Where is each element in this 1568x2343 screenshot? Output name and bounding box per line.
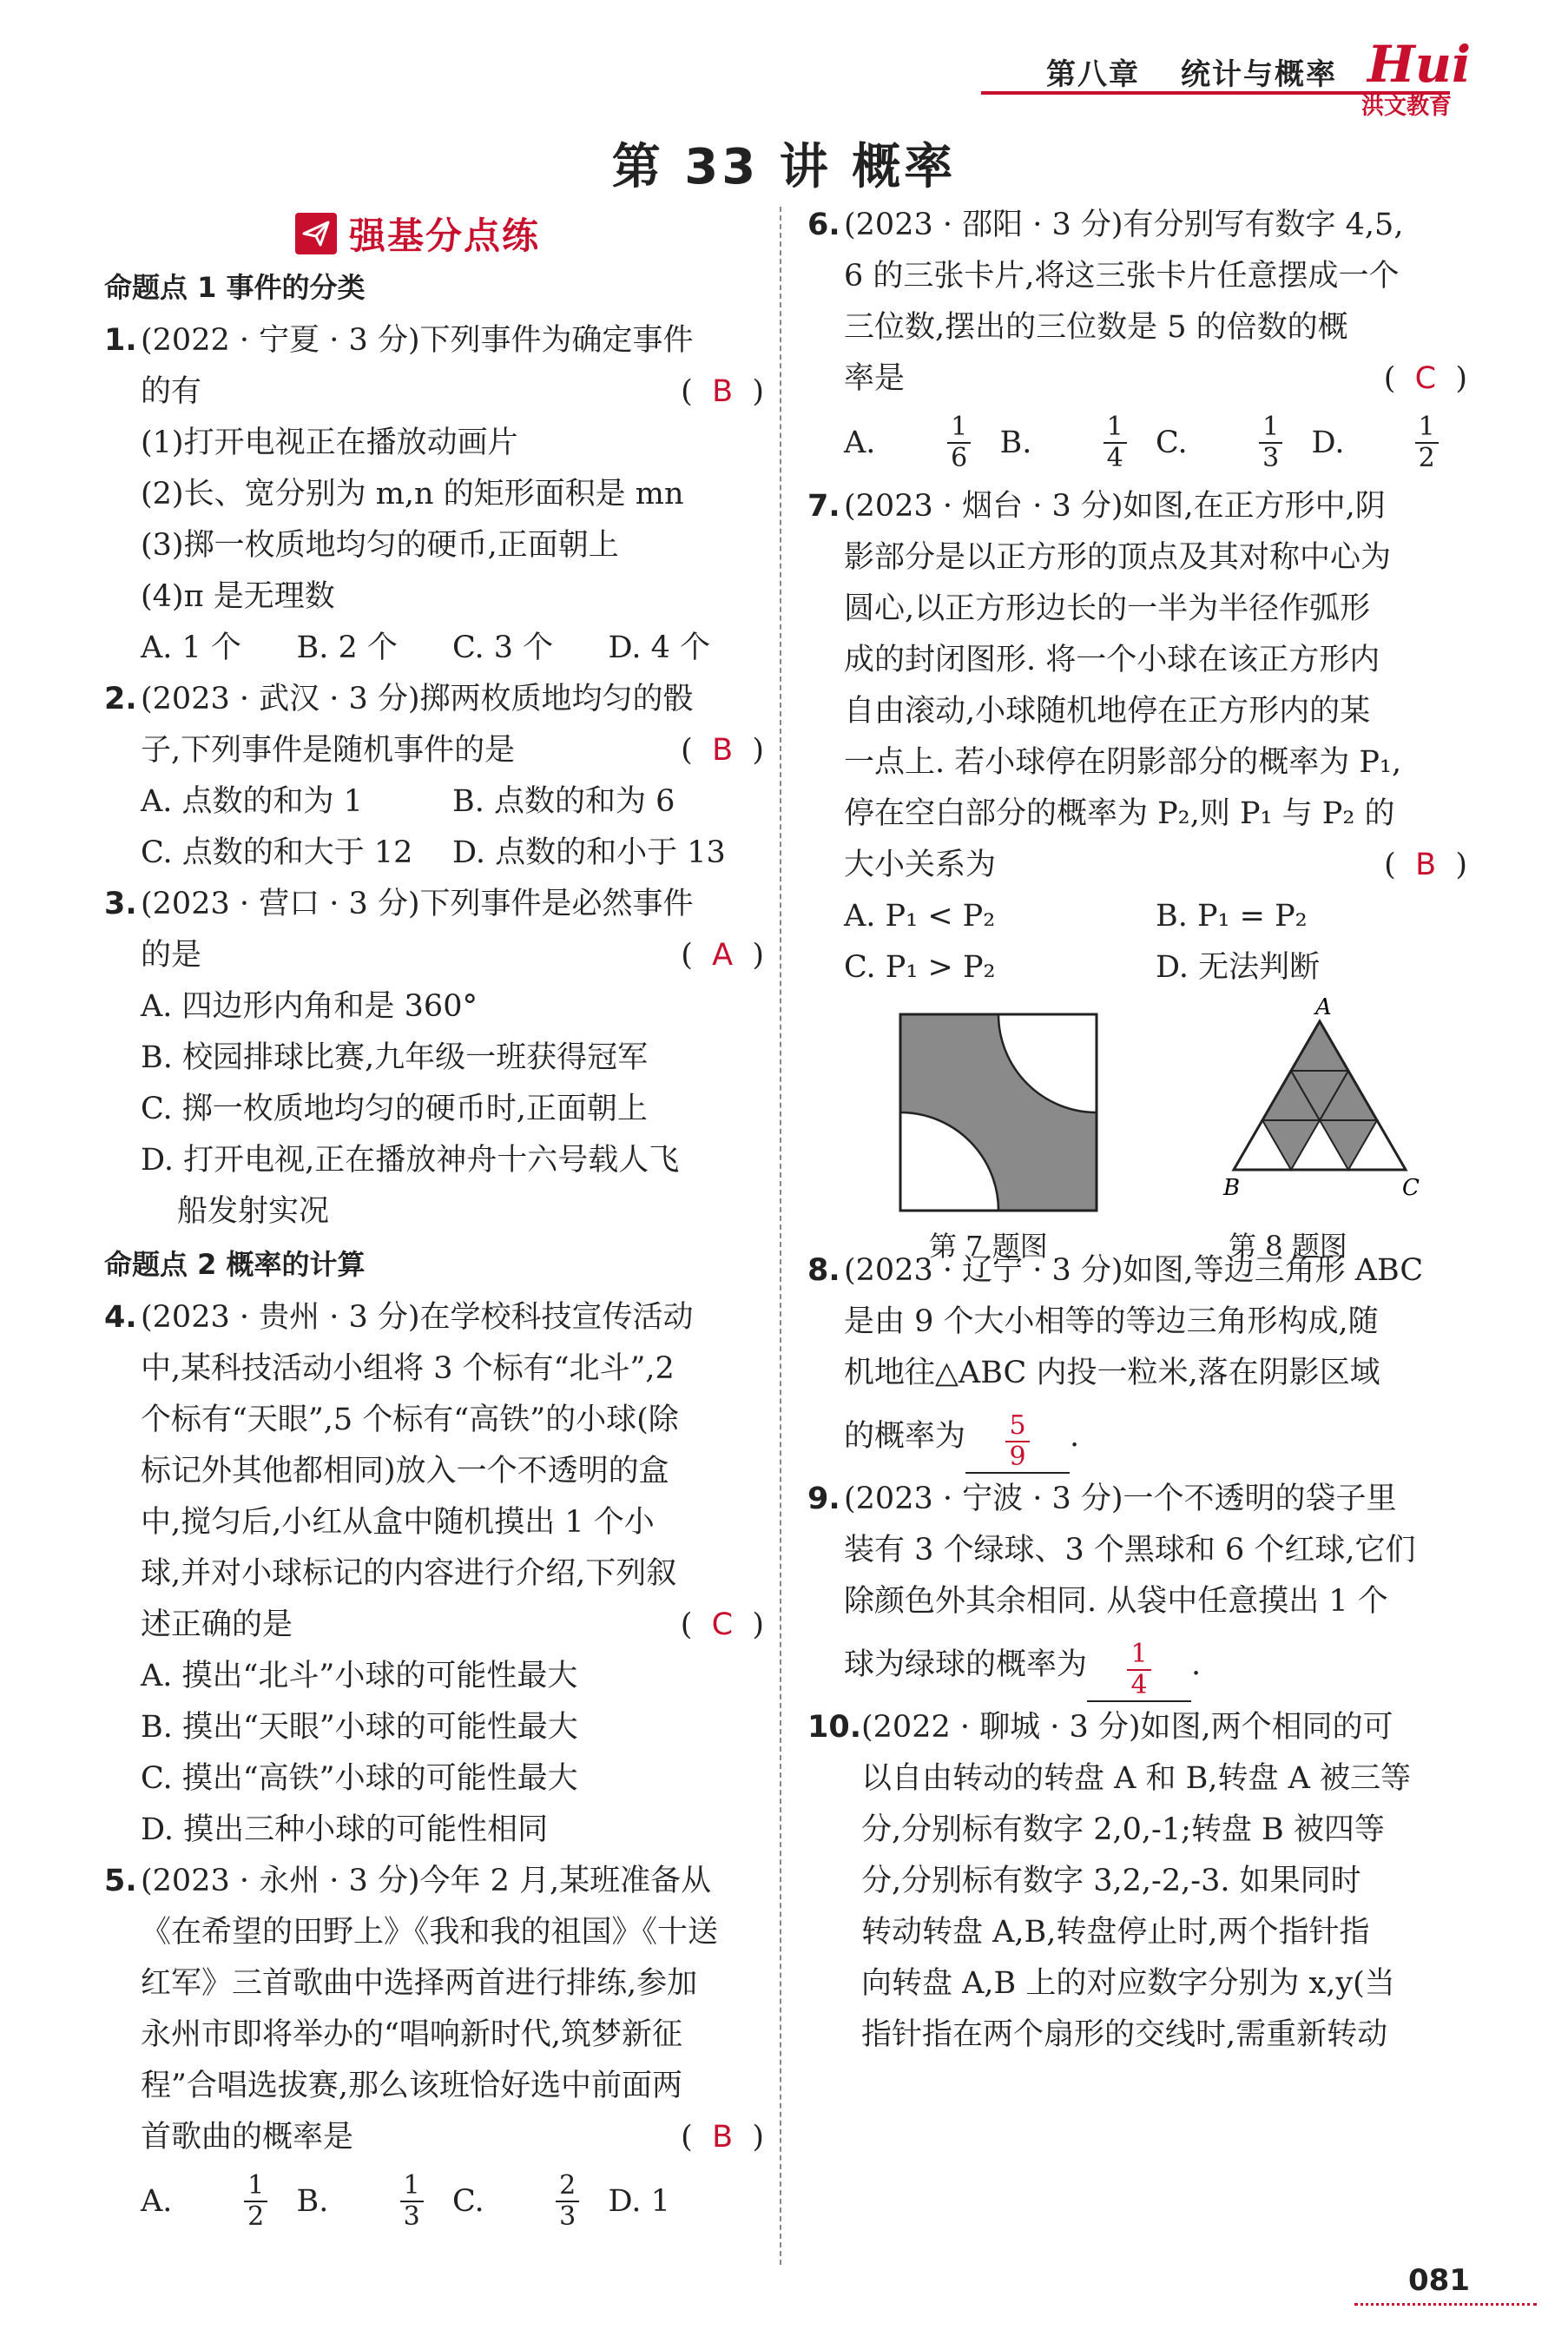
option-d: D. 点数的和小于 13: [452, 835, 726, 870]
question-10: [807, 1702, 1467, 2061]
option-b: B. 点数的和为 6: [452, 784, 675, 819]
question-text: 是由 9 个大小相等的等边三角形构成,随: [844, 1304, 1379, 1339]
question-text: (2023 · 邵阳 · 3 分)有分别写有数字 4,5,: [844, 208, 1404, 242]
question-text: (2022 · 聊城 · 3 分)如图,两个相同的可: [861, 1710, 1393, 1745]
statement-item: (4)π 是无理数: [141, 579, 335, 614]
question-text: 标记外其他都相同)放入一个不透明的盒: [141, 1454, 669, 1488]
vertex-label-c: C: [1402, 1175, 1420, 1201]
question-number: 5.: [104, 1864, 137, 1898]
column-divider: [780, 207, 783, 2265]
options-row: [844, 942, 1467, 993]
question-text: 停在空白部分的概率为 P₂,则 P₁ 与 P₂ 的: [844, 796, 1395, 831]
question-text: 《在希望的田野上》《我和我的祖国》《十送: [141, 1915, 719, 1950]
option-c: C. 掷一枚质地均匀的硬币时,正面朝上: [141, 1092, 648, 1126]
options-row: [141, 2163, 764, 2240]
answer-value: B: [712, 2120, 734, 2155]
option-b: B. $\frac{1}{3}$: [297, 2171, 453, 2232]
question-text: 中,某科技活动小组将 3 个标有“北斗”,2: [141, 1351, 675, 1386]
question-number: 3.: [104, 887, 137, 921]
answer-value: B: [1415, 848, 1437, 882]
question-9: [807, 1474, 1467, 1702]
question-text: 转动转盘 A,B,转盘停止时,两个指针指: [861, 1915, 1370, 1950]
answer-bracket: ( C ): [680, 1607, 764, 1642]
question-6: [807, 200, 1467, 481]
question-text: 除颜色外其余相同. 从袋中任意摸出 1 个: [844, 1584, 1388, 1619]
question-text-line: 大小关系为 ( B ): [844, 840, 1467, 891]
options-row: [141, 776, 764, 828]
answer-value: B: [712, 733, 734, 768]
question-text: 三位数,摆出的三位数是 5 的倍数的概: [844, 310, 1348, 345]
question-number: 9.: [807, 1482, 840, 1516]
vertex-label-b: B: [1223, 1175, 1241, 1201]
question-text: (2023 · 烟台 · 3 分)如图,在正方形中,阴: [844, 489, 1386, 524]
option-c: C. $\frac{1}{3}$: [1156, 412, 1312, 473]
option-d: D. 4 个: [608, 630, 710, 665]
question-4: [104, 1292, 764, 1856]
question-number: 7.: [807, 489, 840, 524]
option-d: D. 无法判断: [1156, 950, 1321, 985]
question-text: 装有 3 个绿球、3 个黑球和 6 个红球,它们: [844, 1533, 1416, 1568]
option-b: B. 2 个: [296, 630, 398, 665]
option-d-continued: 船发射实况: [177, 1194, 330, 1229]
figures-row: [807, 993, 1467, 1263]
question-text: (2023 · 武汉 · 3 分)掷两枚质地均匀的骰: [141, 682, 694, 716]
option-c: C. 点数的和大于 12: [141, 835, 413, 870]
vertex-label-a: A: [1315, 994, 1332, 1020]
question-2: [104, 674, 764, 879]
question-8: [807, 1245, 1467, 1474]
options-row: [141, 623, 764, 674]
answer-bracket: ( B ): [681, 2120, 764, 2155]
answer-blank: [1087, 1627, 1191, 1702]
page-title: 第 33 讲 概率: [611, 139, 957, 195]
question-text: 自由滚动,小球随机地停在正方形内的某: [844, 694, 1371, 729]
question-text: 一点上. 若小球停在阴影部分的概率为 P₁,: [844, 745, 1402, 780]
paper-plane-icon: [295, 213, 337, 254]
publisher-name: 洪文教育: [1361, 94, 1453, 120]
answer-numerator: 1: [1127, 1640, 1150, 1671]
question-number: 1.: [104, 323, 137, 358]
question-text-line: 的概率为 $\frac{5}{9}$ .: [844, 1399, 1467, 1474]
question-text: 分,分别标有数字 2,0,-1;转盘 B 被四等: [861, 1812, 1385, 1847]
answer-bracket: ( B ): [1384, 848, 1467, 882]
answer-bracket: ( A ): [681, 938, 764, 973]
question-1: [104, 315, 764, 674]
question-text: 程”合唱选拔赛,那么该班恰好选中前面两: [141, 2069, 683, 2103]
question-text: 球,并对小球标记的内容进行介绍,下列叙: [141, 1556, 677, 1591]
statement-item: (3)掷一枚质地均匀的硬币,正面朝上: [141, 528, 619, 563]
question-text: (2023 · 永州 · 3 分)今年 2 月,某班准备从: [141, 1864, 712, 1898]
option-a: A. 摸出“北斗”小球的可能性最大: [141, 1659, 578, 1693]
answer-bracket: ( C ): [1383, 361, 1467, 396]
topic-heading-1: 命题点 1 事件的分类: [104, 271, 366, 304]
publisher-logo: Hui: [1367, 35, 1472, 94]
page-number-underline: [1354, 2303, 1537, 2306]
statement-item: (1)打开电视正在播放动画片: [141, 426, 518, 460]
question-text-line: 述正确的是 ( C ): [141, 1600, 764, 1651]
question-text: 永州市即将举办的“唱响新时代,筑梦新征: [141, 2017, 683, 2052]
option-a: A. 点数的和为 1: [141, 784, 363, 819]
question-text-line: 的有 ( B ): [141, 366, 764, 418]
question-text: 分,分别标有数字 3,2,-2,-3. 如果同时: [861, 1864, 1361, 1898]
question-text: (2023 · 贵州 · 3 分)在学校科技宣传活动: [141, 1300, 694, 1335]
question-number: 10.: [807, 1710, 862, 1745]
answer-denominator: 9: [1009, 1442, 1026, 1472]
option-d: D. $\frac{1}{2}$: [1312, 412, 1468, 473]
question-text: 成的封闭图形. 将一个小球在该正方形内: [844, 643, 1380, 677]
answer-blank: [965, 1399, 1070, 1474]
question-text-line: 球为绿球的概率为 $\frac{1}{4}$ .: [844, 1627, 1467, 1702]
question-text-line: 的是 ( A ): [141, 930, 764, 981]
options-row: [844, 891, 1467, 942]
answer-value: B: [712, 374, 734, 409]
option-b: B. 摸出“天眼”小球的可能性最大: [141, 1710, 578, 1745]
question-text: 影部分是以正方形的顶点及其对称中心为: [844, 540, 1392, 575]
figure-7-square: [899, 1013, 1098, 1212]
section-title: 强基分点练: [349, 214, 541, 257]
question-text: 指针指在两个扇形的交线时,需重新转动: [861, 2017, 1388, 2052]
option-d: D. 打开电视,正在播放神舟十六号载人飞: [141, 1143, 680, 1178]
question-text-line: 子,下列事件是随机事件的是 ( B ): [141, 725, 764, 776]
answer-value: C: [1414, 361, 1437, 396]
question-text: (2023 · 营口 · 3 分)下列事件是必然事件: [141, 887, 694, 921]
question-text: 中,搅匀后,小红从盒中随机摸出 1 个小: [141, 1505, 655, 1540]
chapter-topic: 统计与概率: [1181, 57, 1337, 92]
option-c: C. 摸出“高铁”小球的可能性最大: [141, 1761, 578, 1796]
option-d: D. 1: [608, 2183, 670, 2219]
chapter-label: 第八章: [1046, 57, 1140, 92]
question-text: (2022 · 宁夏 · 3 分)下列事件为确定事件: [141, 323, 694, 358]
question-text: 6 的三张卡片,将这三张卡片任意摆成一个: [844, 259, 1400, 294]
question-text: 圆心,以正方形边长的一半为半径作弧形: [844, 591, 1371, 626]
answer-value: A: [712, 938, 734, 973]
options-row: [141, 828, 764, 879]
page-number: 081: [1408, 2263, 1470, 2298]
option-d: D. 摸出三种小球的可能性相同: [141, 1812, 549, 1847]
question-number: 4.: [104, 1300, 137, 1335]
figure-8-caption: 第 8 题图: [1229, 1230, 1347, 1263]
option-b: B. P₁ = P₂: [1156, 899, 1308, 934]
options-row: [844, 405, 1467, 481]
option-b: B. $\frac{1}{4}$: [1000, 412, 1156, 473]
question-text: 机地往△ABC 内投一粒米,落在阴影区域: [844, 1356, 1380, 1390]
option-a: A. $\frac{1}{2}$: [141, 2171, 297, 2232]
question-text: 个标有“天眼”,5 个标有“高铁”的小球(除: [141, 1402, 679, 1437]
question-number: 6.: [807, 208, 840, 242]
option-a: A. P₁ < P₂: [844, 899, 996, 934]
section-heading: [295, 207, 540, 261]
question-7: [807, 481, 1467, 993]
option-c: C. $\frac{2}{3}$: [452, 2171, 609, 2232]
option-a: A. 1 个: [141, 630, 241, 665]
question-text: 红军》三首歌曲中选择两首进行排练,参加: [141, 1966, 698, 2001]
answer-value: C: [711, 1607, 734, 1642]
question-text: 向转盘 A,B 上的对应数字分别为 x,y(当: [861, 1966, 1395, 2001]
answer-bracket: ( B ): [681, 733, 764, 768]
question-3: [104, 879, 764, 1238]
topic-heading-2: 命题点 2 概率的计算: [104, 1248, 366, 1281]
answer-denominator: 4: [1130, 1670, 1148, 1700]
figure-8-triangle: [1194, 993, 1446, 1219]
question-5: [104, 1856, 764, 2240]
option-c: C. P₁ > P₂: [844, 950, 996, 985]
left-column: [104, 261, 764, 2240]
figure-7-caption: 第 7 题图: [929, 1230, 1048, 1263]
statement-item: (2)长、宽分别为 m,n 的矩形面积是 mn: [141, 477, 684, 512]
option-a: A. $\frac{1}{6}$: [844, 412, 1000, 473]
question-number: 2.: [104, 682, 137, 716]
answer-numerator: 5: [1005, 1411, 1029, 1442]
question-text-line: 率是 ( C ): [844, 353, 1467, 405]
right-column: [807, 200, 1467, 2061]
question-text-line: 首歌曲的概率是 ( B ): [141, 2112, 764, 2163]
question-number: 8.: [807, 1253, 840, 1288]
question-text: (2023 · 辽宁 · 3 分)如图,等边三角形 ABC: [844, 1253, 1424, 1288]
option-b: B. 校园排球比赛,九年级一班获得冠军: [141, 1040, 649, 1075]
option-c: C. 3 个: [452, 630, 554, 665]
question-text: 以自由转动的转盘 A 和 B,转盘 A 被三等: [861, 1761, 1412, 1796]
question-text: (2023 · 宁波 · 3 分)一个不透明的袋子里: [844, 1482, 1397, 1516]
option-a: A. 四边形内角和是 360°: [141, 989, 478, 1024]
answer-bracket: ( B ): [681, 374, 764, 409]
